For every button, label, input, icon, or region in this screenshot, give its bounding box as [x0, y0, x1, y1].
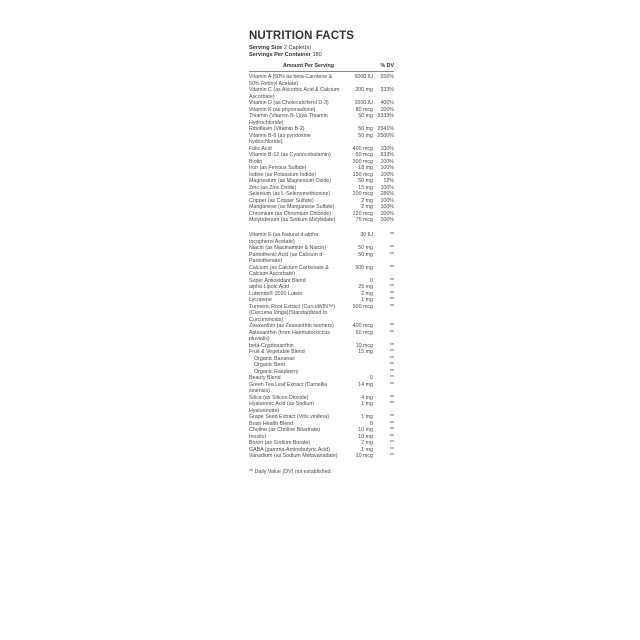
nutrient-row — [249, 133, 394, 146]
nutrient-row — [249, 74, 394, 87]
nutrient-amount: 500 mg — [355, 264, 373, 271]
nutrient-dv: ** — [389, 368, 394, 375]
nutrient-name: Manganese (as Manganese Sulfate) — [249, 204, 335, 210]
footnote: ** Daily Value (DV) not established. — [249, 468, 332, 475]
nutrient-dv: 12% — [383, 178, 394, 184]
nutrient-dv: ** — [389, 362, 394, 368]
nutrient-name: Grape Seed Extract (Vitis vinifera) — [249, 414, 329, 420]
nutrient-name: Organic Beet — [254, 362, 285, 368]
nutrient-name: Green Tea Leaf Extract (Camellia sinensis) — [249, 381, 328, 394]
nutrient-name: Organic Raspberry — [254, 368, 299, 375]
nutrient-dv: 2941% — [377, 126, 394, 132]
nutrient-name: Folic Acid — [249, 145, 272, 152]
nutrient-amount: 2 mg — [361, 204, 373, 210]
nutrient-name: Magnesium (as Magnesium Oxide) — [249, 178, 332, 184]
nutrient-dv: 400% — [380, 100, 394, 106]
column-header — [249, 59, 394, 71]
nutrient-amount: 0 — [370, 277, 373, 284]
nutrient-dv: ** — [389, 433, 394, 440]
nutrient-dv: 100% — [380, 171, 394, 178]
nutrient-amount: 500 mcg — [352, 303, 373, 310]
nutrient-amount: 50 mg — [358, 245, 373, 251]
nutrient-dv: 100% — [380, 158, 394, 165]
nutrient-name: Vitamin B-6 (as pyridoxine hydrochloride) — [249, 132, 311, 145]
nutrient-amount: 30 IU — [360, 232, 373, 238]
nutrient-name: Chromium (as Chromium Chloride) — [249, 210, 332, 217]
nutrient-name: Iodine (as Potassium Iodide) — [249, 171, 317, 178]
nutrient-dv: ** — [389, 297, 394, 303]
nutrient-row — [249, 401, 394, 414]
nutrient-dv: 833% — [380, 152, 394, 158]
nutrient-name: Hyaluronic Acid (as Sodium Hyaluronate) — [249, 401, 314, 414]
panel-title: NUTRITION FACTS — [249, 30, 354, 42]
nutrient-name: Biotin — [249, 158, 263, 165]
nutrient-dv: ** — [389, 355, 394, 362]
nutrient-amount: 10 mcg — [355, 342, 373, 349]
nutrient-dv: ** — [389, 349, 394, 355]
nutrient-name: Inositol — [249, 433, 266, 440]
serving-size — [249, 45, 394, 52]
nutrient-amount: 50 mg — [358, 251, 373, 258]
nutrient-amount: 10 mcg — [355, 453, 373, 459]
other-ingredients-section — [249, 232, 394, 460]
vitamins-minerals-section — [249, 72, 394, 224]
nutrient-amount: 1 mg — [361, 401, 373, 407]
nutrient-name: Vitamin A (50% as beta-Carotene & 50% Retinyl Acetate) — [249, 74, 333, 87]
nutrient-dv: ** — [389, 303, 394, 310]
nutrient-name: Brain Health Blend — [249, 420, 294, 427]
nutrient-name: Fruit & Vegetable Blend — [249, 349, 305, 355]
nutrient-amount: 50 mg — [358, 113, 373, 119]
nutrient-row — [249, 252, 394, 265]
nutrient-amount: 200 mcg — [352, 191, 373, 197]
nutrient-amount: 10 mg — [358, 427, 373, 433]
nutrient-amount: 1 mg — [361, 297, 373, 303]
nutrient-row — [249, 453, 394, 460]
nutrient-dv: ** — [389, 375, 394, 381]
nutrient-name: Boron (as Sodium Borate) — [249, 440, 311, 446]
nutrient-amount: 80 mcg — [355, 106, 373, 113]
nutrient-amount: 75 mcg — [355, 217, 373, 223]
nutrient-amount: 150 mcg — [352, 171, 373, 178]
nutrient-amount: 50 mcg — [355, 329, 373, 336]
nutrient-dv: ** — [389, 245, 394, 251]
serving-size-label: Serving Size — [249, 45, 283, 51]
nutrient-dv: 286% — [380, 191, 394, 197]
servings-per-container — [249, 52, 394, 59]
nutrient-dv: ** — [389, 323, 394, 329]
nutrient-amount: 50 mg — [358, 126, 373, 132]
nutrient-dv: ** — [389, 277, 394, 284]
nutrient-dv: ** — [389, 414, 394, 420]
nutrient-dv: ** — [389, 453, 394, 459]
nutrient-name: Turmeric Root Extract (CurcuWIN™)(Curcuma longa)(Standardized to Curcuminoids) — [249, 303, 336, 323]
nutrient-name: Molybdenum (as Sodium Molybdate) — [249, 217, 336, 223]
nutrient-amount: 1 mg — [361, 446, 373, 453]
nutrient-dv: ** — [389, 401, 394, 407]
nutrient-dv: 100% — [380, 204, 394, 210]
nutrient-amount: 2 mg — [361, 197, 373, 204]
nutrient-name: Zeaxanthin (as Zeaxanthin Isomers) — [249, 323, 334, 329]
nutrient-name: Lycopene — [249, 297, 272, 303]
nutrient-row — [249, 265, 394, 278]
nutrient-amount: 25 mg — [358, 284, 373, 290]
nutrient-dv: 100% — [380, 210, 394, 217]
nutrient-amount: 5000 IU — [354, 74, 373, 80]
nutrient-name: Beauty Blend — [249, 375, 281, 381]
nutrient-name: Vitamin C (as Ascorbic Acid & Calcium Ascorbate) — [249, 87, 340, 100]
nutrient-name: Selenium (as L-Selenomethionine) — [249, 191, 331, 197]
nutrient-dv: ** — [389, 342, 394, 349]
nutrient-name: Vitamin K (as phytonadione) — [249, 106, 316, 113]
nutrient-name: Iron (as Ferrous Sulfate) — [249, 165, 307, 171]
servings-per-container-value: 180 — [312, 52, 322, 58]
nutrient-amount: 2 mg — [361, 440, 373, 446]
nutrient-name: Vitamin E (as Natural d-alpha tocopherol Acetate) — [249, 232, 319, 245]
nutrient-name: Lutemax® 2020 Lutein — [249, 290, 303, 297]
nutrient-amount: 1600 IU — [354, 100, 373, 106]
nutrient-amount: 4 mg — [361, 394, 373, 401]
nutrient-row — [249, 304, 394, 324]
nutrient-dv: 333% — [380, 87, 394, 93]
nutrient-dv: ** — [389, 232, 394, 238]
dv-header: % DV — [380, 63, 394, 69]
nutrient-amount: 200 mg — [355, 87, 373, 93]
nutrient-name: Organic Bananas — [254, 355, 295, 362]
nutrient-dv: 100% — [380, 217, 394, 223]
nutrient-dv: 100% — [380, 197, 394, 204]
nutrient-dv: ** — [389, 251, 394, 258]
nutrient-dv: ** — [389, 446, 394, 453]
nutrient-amount: 14 mg — [358, 381, 373, 388]
nutrient-amount: 15 mg — [358, 349, 373, 355]
nutrient-dv: 100% — [380, 165, 394, 171]
nutrient-amount: 0 — [370, 420, 373, 427]
nutrient-name: Calcium (as Calcium Carbonate & Calcium Ascorbate) — [249, 264, 329, 277]
nutrition-facts-panel — [249, 29, 394, 476]
nutrient-amount: 15 mg — [358, 184, 373, 191]
nutrient-name: Astaxanthin (from Haematococcus pluvialis) — [249, 329, 330, 342]
nutrient-amount: 18 mg — [358, 165, 373, 171]
nutrient-dv: 100% — [380, 145, 394, 152]
nutrient-name: Vitamin D (as Cholecalciferol D-3) — [249, 100, 329, 106]
nutrient-row — [249, 330, 394, 343]
nutrient-name: GABA (gamma-Aminobutyric Acid) — [249, 446, 330, 453]
nutrient-name: Pantothenic Acid (as Calcium d-Pantothenate) — [249, 251, 325, 264]
nutrient-amount: 2 mg — [361, 290, 373, 297]
nutrient-name: Thiamin (Vitamin B-1)(as Thiamin Hydrochloride) — [249, 113, 328, 126]
nutrient-dv: 100% — [380, 106, 394, 113]
nutrient-row — [249, 217, 394, 224]
nutrient-row — [249, 87, 394, 100]
nutrient-dv: 2500% — [377, 132, 394, 139]
nutrient-dv: 100% — [380, 184, 394, 191]
nutrient-row — [249, 113, 394, 126]
nutrient-amount: 120 mcg — [352, 210, 373, 217]
nutrient-name: Vitamin B-12 (as Cyanocobalamin) — [249, 152, 331, 158]
nutrient-dv: 556% — [380, 74, 394, 80]
nutrient-dv: ** — [389, 329, 394, 336]
serving-size-value: 2 Caplet(s) — [283, 45, 312, 51]
nutrient-dv: ** — [389, 394, 394, 401]
nutrient-dv: ** — [389, 284, 394, 290]
nutrient-name: Riboflavin (Vitamin B-2) — [249, 126, 305, 132]
nutrient-amount: 50 mcg — [355, 152, 373, 158]
nutrient-dv: ** — [389, 290, 394, 297]
nutrient-amount: 50 mg — [358, 178, 373, 184]
nutrient-amount: 50 mg — [358, 132, 373, 139]
nutrient-dv: ** — [389, 381, 394, 388]
nutrient-name: Copper (as Copper Sulfate) — [249, 197, 314, 204]
nutrient-name: alpha-Lipoic Acid — [249, 284, 290, 290]
nutrient-dv: ** — [389, 427, 394, 433]
nutrient-name: Niacin (as Niacinamide & Niacin) — [249, 245, 327, 251]
nutrient-name: Vanadium (as Sodium Metavanadate) — [249, 453, 338, 459]
nutrient-dv: 3333% — [377, 113, 394, 119]
amount-per-serving-header: Amount Per Serving — [283, 63, 334, 69]
nutrient-dv: ** — [389, 440, 394, 446]
nutrient-name: beta-Cryptoxanthin — [249, 342, 294, 349]
nutrient-amount: 0 — [370, 375, 373, 381]
nutrient-amount: 300 mcg — [352, 158, 373, 165]
nutrient-dv: ** — [389, 420, 394, 427]
nutrient-amount: 400 mcg — [352, 323, 373, 329]
nutrient-name: Super Antioxidant Blend — [249, 277, 306, 284]
section-gap — [249, 224, 394, 233]
nutrient-row — [249, 232, 394, 245]
nutrient-amount: 10 mg — [358, 433, 373, 440]
nutrient-dv: ** — [389, 264, 394, 271]
nutrient-name: Choline (as Choline Bitartrate) — [249, 427, 320, 433]
nutrient-amount: 1 mg — [361, 414, 373, 420]
nutrient-amount: 400 mcg — [352, 145, 373, 152]
servings-per-container-label: Servings Per Container — [249, 52, 311, 58]
nutrient-name: Silica (as Silicon Dioxide) — [249, 394, 309, 401]
nutrient-row — [249, 382, 394, 395]
nutrient-name: Zinc (as Zinc Oxide) — [249, 184, 297, 191]
